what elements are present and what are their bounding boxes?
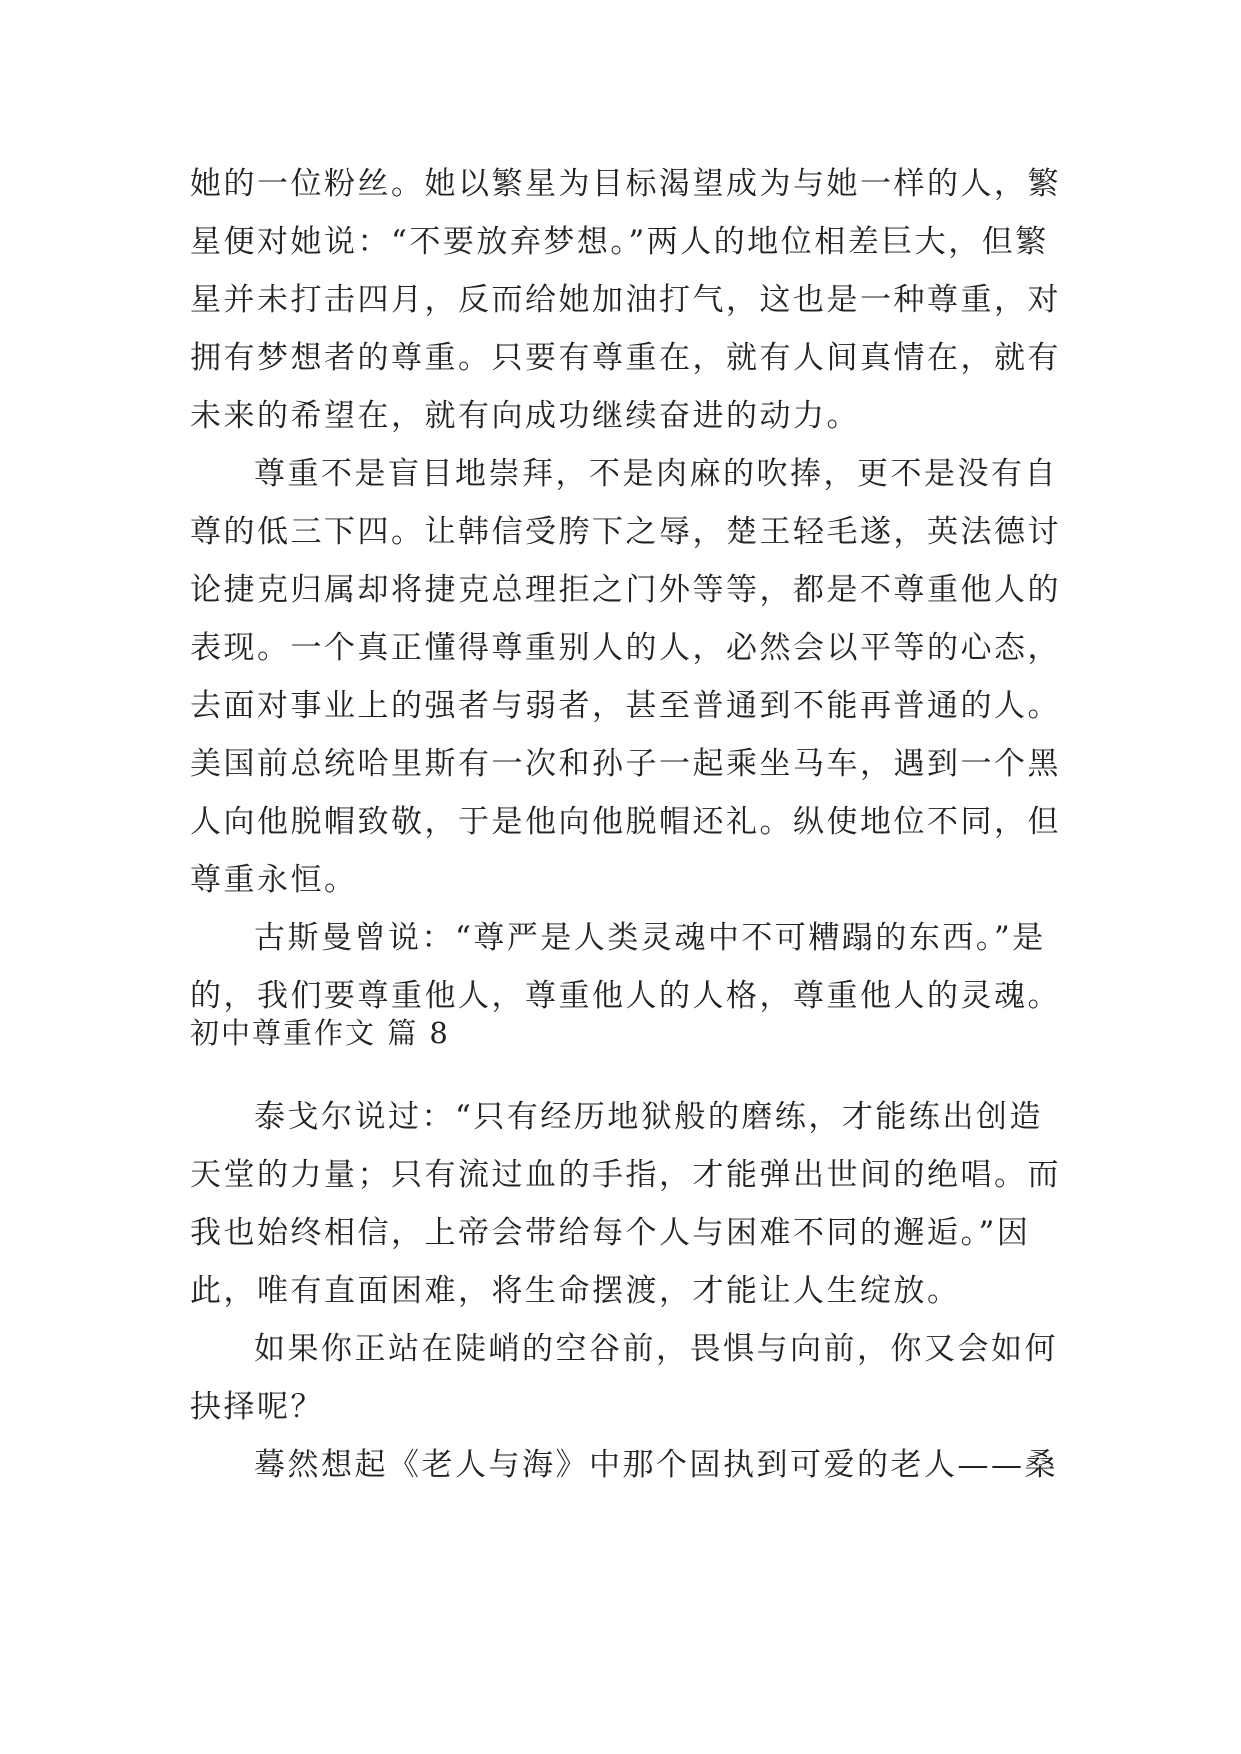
text-line: 尊重不是盲目地崇拜，不是肉麻的吹捧，更不是没有自 [254, 456, 1058, 492]
text-line: 尊重永恒。 [190, 862, 358, 898]
text-line: 的，我们要尊重他人，尊重他人的人格，尊重他人的灵魂。 [190, 978, 1061, 1014]
text-line: 她的一位粉丝。她以繁星为目标渴望成为与她一样的人，繁 [190, 166, 1061, 202]
text-line: 论捷克归属却将捷克总理拒之门外等等，都是不尊重他人的 [190, 572, 1061, 608]
text-line: 我也始终相信，上帝会带给每个人与困难不同的邂逅。”因 [190, 1215, 1031, 1251]
paragraph [190, 1320, 1070, 1436]
text-line: 如果你正站在陡峭的空谷前，畏惧与向前，你又会如何 [254, 1331, 1058, 1367]
text-line: 人向他脱帽致敬，于是他向他脱帽还礼。纵使地位不同，但 [190, 804, 1061, 840]
text-line: 此，唯有直面困难，将生命摆渡，才能让人生绽放。 [190, 1273, 961, 1309]
text-line: 天堂的力量；只有流过血的手指，才能弹出世间的绝唱。而 [190, 1157, 1061, 1193]
text-line: 蓦然想起《老人与海》中那个固执到可爱的老人——桑 [254, 1447, 1058, 1483]
text-line: 拥有梦想者的尊重。只要有尊重在，就有人间真情在，就有 [190, 340, 1061, 376]
paragraph [190, 445, 1070, 909]
section-heading: 初中尊重作文 篇 8 [190, 1016, 450, 1050]
text-line: 星便对她说：“不要放弃梦想。”两人的地位相差巨大，但繁 [190, 224, 1049, 260]
essay-section-b [190, 1088, 1070, 1494]
text-line: 未来的希望在，就有向成功继续奋进的动力。 [190, 398, 860, 434]
text-line: 古斯曼曾说：“尊严是人类灵魂中不可糟蹋的东西。”是 [254, 920, 1046, 956]
text-line: 去面对事业上的强者与弱者，甚至普通到不能再普通的人。 [190, 688, 1061, 724]
essay-section-a [190, 155, 1070, 1025]
paragraph [190, 1436, 1070, 1494]
text-line: 尊的低三下四。让韩信受胯下之辱，楚王轻毛遂，英法德讨 [190, 514, 1061, 550]
text-line: 星并未打击四月，反而给她加油打气，这也是一种尊重，对 [190, 282, 1061, 318]
text-line: 美国前总统哈里斯有一次和孙子一起乘坐马车，遇到一个黑 [190, 746, 1061, 782]
text-line: 表现。一个真正懂得尊重别人的人，必然会以平等的心态， [190, 630, 1061, 666]
paragraph [190, 1088, 1070, 1320]
text-line: 抉择呢？ [190, 1389, 324, 1425]
text-line: 泰戈尔说过：“只有经历地狱般的磨练，才能练出创造 [254, 1099, 1043, 1135]
paragraph [190, 155, 1070, 445]
